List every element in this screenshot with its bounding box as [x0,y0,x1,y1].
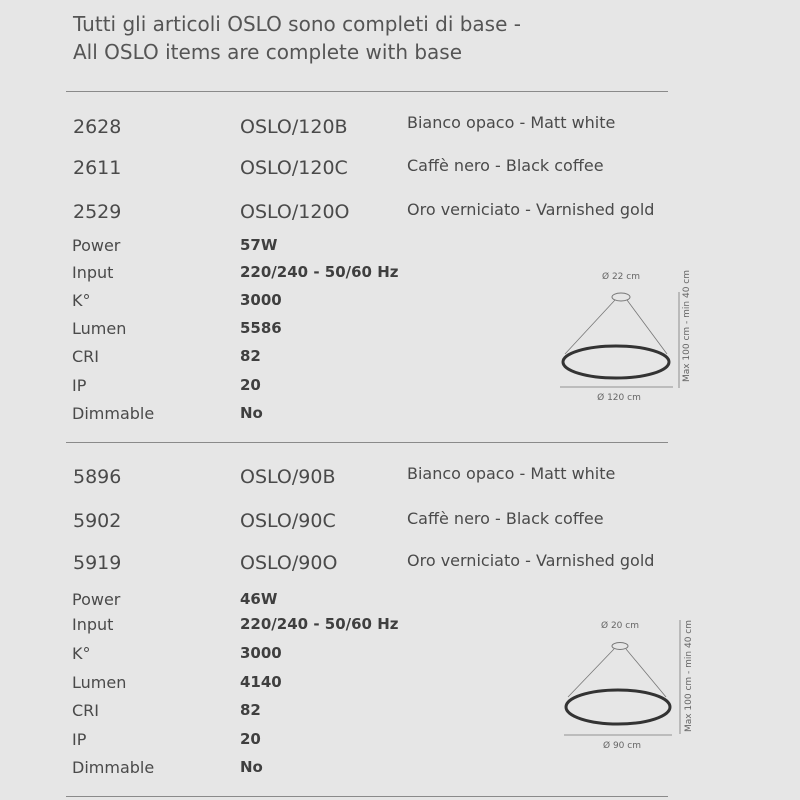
diagram-bottom-diameter: Ø 90 cm [603,741,641,751]
product-model: OSLO/120O [240,201,350,223]
product-code: 5902 [73,510,122,532]
spec-label: Input [72,263,114,282]
spec-label: Dimmable [72,758,155,777]
spec-value: 20 [240,376,261,394]
spec-label: Lumen [72,319,127,338]
spec-label: Power [72,590,121,609]
spec-label: Lumen [72,673,127,692]
spec-value: 220/240 - 50/60 Hz [240,615,399,633]
spec-value: 220/240 - 50/60 Hz [240,263,399,281]
divider [66,442,668,443]
heading-line-2: All OSLO items are complete with base [73,40,463,64]
product-model: OSLO/90C [240,510,336,532]
spec-value: 4140 [240,673,282,691]
product-finish: Bianco opaco - Matt white [407,464,616,483]
spec-value: No [240,404,263,422]
spec-value: 3000 [240,291,282,309]
product-model: OSLO/90B [240,466,336,488]
spec-value: 5586 [240,319,282,337]
spec-value: 82 [240,701,261,719]
ring-lamp-icon [566,690,670,724]
product-finish: Caffè nero - Black coffee [407,156,604,175]
spec-value: 46W [240,590,278,608]
diagram-top-diameter: Ø 22 cm [602,272,640,282]
divider [66,91,668,92]
spec-label: Power [72,236,121,255]
heading-line-1: Tutti gli articoli OSLO sono completi di base - [73,12,521,36]
divider [66,796,668,797]
spec-label: K° [72,644,91,663]
product-finish: Caffè nero - Black coffee [407,509,604,528]
spec-label: CRI [72,347,100,366]
diagram-height-range: Max 100 cm - min 40 cm [682,269,692,383]
spec-label: Input [72,615,114,634]
diagram-top-diameter: Ø 20 cm [601,621,639,631]
diagram-height-range: Max 100 cm - min 40 cm [684,619,694,733]
product-code: 2529 [73,201,122,223]
product-finish: Bianco opaco - Matt white [407,113,616,132]
product-finish: Oro verniciato - Varnished gold [407,551,655,570]
product-model: OSLO/120C [240,157,348,179]
product-finish: Oro verniciato - Varnished gold [407,200,655,219]
spec-value: No [240,758,263,776]
ceiling-base-icon [612,643,628,650]
product-code: 5919 [73,552,122,574]
product-code: 2628 [73,116,122,138]
product-model: OSLO/90O [240,552,338,574]
pendant-lamp-diagram [555,262,695,408]
spec-label: K° [72,291,91,310]
spec-value: 82 [240,347,261,365]
spec-label: CRI [72,701,100,720]
spec-label: IP [72,730,87,749]
ring-lamp-icon [563,346,669,378]
product-model: OSLO/120B [240,116,348,138]
spec-label: IP [72,376,87,395]
spec-value: 3000 [240,644,282,662]
spec-value: 20 [240,730,261,748]
product-code: 5896 [73,466,122,488]
product-code: 2611 [73,157,122,179]
spec-label: Dimmable [72,404,155,423]
diagram-bottom-diameter: Ø 120 cm [597,393,641,403]
pendant-lamp-diagram [552,612,697,758]
spec-value: 57W [240,236,278,254]
